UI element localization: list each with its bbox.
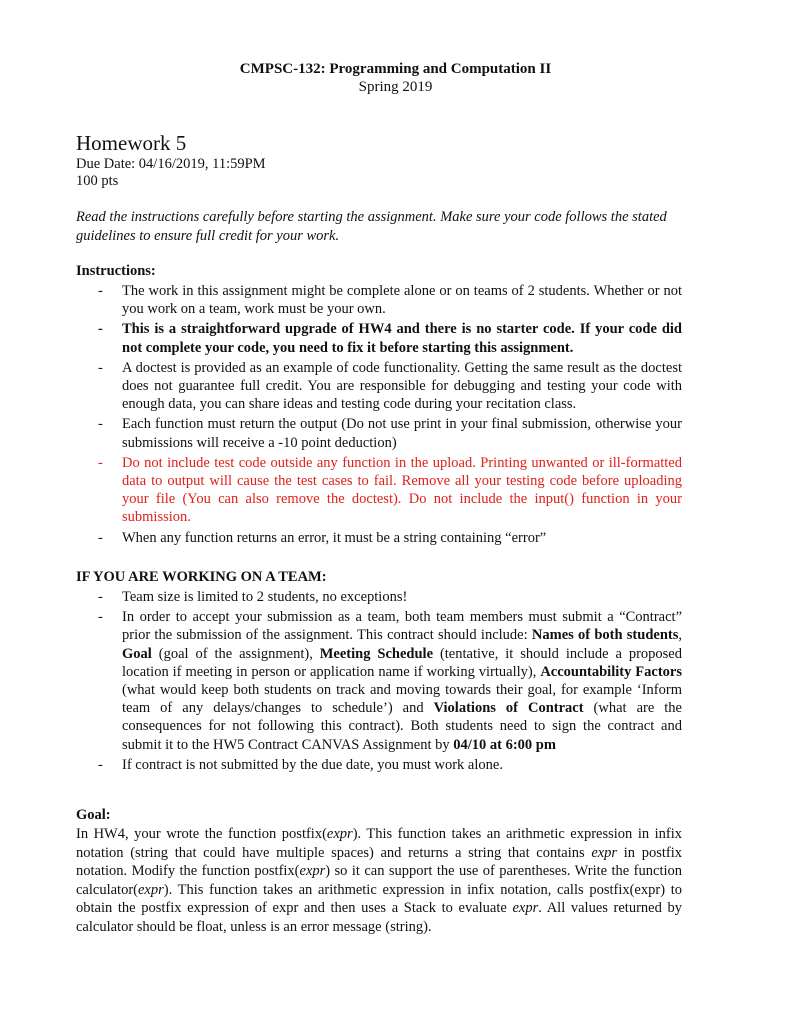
list-item xyxy=(76,320,682,356)
list-item xyxy=(76,454,682,527)
bullet-dash: - xyxy=(98,454,103,471)
goal-heading: Goal: xyxy=(76,807,111,823)
instructions-list xyxy=(76,282,682,549)
bullet-dash: - xyxy=(98,609,103,626)
instruction-text: Each function must return the output (Do not use print in your final submission, otherwise your submissions will receive a -10 point deduction) xyxy=(122,416,682,451)
contract-part: (what would keep both students on track and moving towards their goal, for example ‘Inform team of any delays/changes to schedule’) and xyxy=(122,682,682,717)
contract-part: (what are the consequences for not following this contract). Both students need to sign the contract and submit it to the HW5 Contract CANVAS Assignment by xyxy=(122,700,682,753)
goal-italic: expr xyxy=(512,900,539,917)
course-title: CMPSC-132: Programming and Computation II xyxy=(239,61,552,77)
team-text: Team size is limited to 2 students, no exceptions! xyxy=(122,589,408,605)
instruction-text: When any function returns an error, it must be a string containing “error” xyxy=(122,529,547,546)
contract-part: In order to accept your submission as a team, both team members must submit a “Contract” prior the submission of the assignment. This contract should include: xyxy=(122,609,682,644)
bullet-dash: - xyxy=(98,321,103,338)
instructions-heading: Instructions: xyxy=(76,263,156,279)
contract-part: , xyxy=(678,627,682,644)
bullet-dash: - xyxy=(98,359,103,376)
list-item xyxy=(76,608,682,754)
bullet-dash: - xyxy=(98,416,103,433)
homework-title: Homework 5 xyxy=(76,131,187,155)
bullet-dash: - xyxy=(98,589,103,605)
goal-part: In HW4, your wrote the function postfix( xyxy=(76,826,327,842)
contract-bold: 04/10 at 6:00 pm xyxy=(453,736,556,753)
contract-text xyxy=(122,609,682,752)
contract-bold: Names of both students xyxy=(531,627,679,644)
contract-bold: Accountability Factors xyxy=(540,663,682,680)
bullet-dash: - xyxy=(98,283,103,299)
contract-part: (goal of the assignment), xyxy=(151,645,320,662)
goal-part: ) so it can support the use of parentheses. Write the function calculator( xyxy=(76,863,682,898)
goal-paragraph xyxy=(76,825,682,937)
goal-part: ). This function takes an arithmetic expression in infix notation, calls postfix(expr) to obtain the postfix expression of expr and then uses a Stack to evaluate xyxy=(76,881,682,917)
goal-part: ). This function takes an arithmetic expression in infix notation (string that could have multiple spaces) and returns a string that contains xyxy=(76,826,682,861)
team-text: If contract is not submitted by the due date, you must work alone. xyxy=(122,756,503,773)
list-item xyxy=(76,359,682,414)
course-term: Spring 2019 xyxy=(358,79,433,95)
goal-part: . All values returned by calculator should be float, unless is an error message (string). xyxy=(76,900,682,935)
goal-italic: expr xyxy=(299,863,326,880)
goal-part: in postfix notation. Modify the function postfix( xyxy=(76,844,682,880)
goal-italic: expr xyxy=(138,881,164,898)
instruction-text: A doctest is provided as an example of code functionality. Getting the same result as the doctest does not guarantee full credit. You are responsible for debugging and testing your code with enough data, you can share ideas and testing code during your recitation class. xyxy=(122,359,682,413)
list-item xyxy=(76,415,682,451)
intro-note: Read the instructions carefully before starting the assignment. Make sure your code follows the stated guidelines to ensure full credit for your work. xyxy=(76,209,667,244)
due-date: Due Date: 04/16/2019, 11:59PM xyxy=(76,156,266,172)
instruction-text: This is a straightforward upgrade of HW4 and there is no starter code. If your code did not complete your code, you need to fix it before starting this assignment. xyxy=(122,321,682,356)
list-item xyxy=(76,756,682,774)
team-list xyxy=(76,588,682,776)
bullet-dash: - xyxy=(98,529,103,546)
points: 100 pts xyxy=(76,173,119,189)
contract-bold: Goal xyxy=(122,645,152,662)
instruction-text: The work in this assignment might be complete alone or on teams of 2 students. Whether or not you work on a team, work must be your own. xyxy=(122,283,682,318)
instruction-text: Do not include test code outside any function in the upload. Printing unwanted or ill-formatted data to output will cause the test cases to fail. Remove all your testing code before uploading your file (You can also remove the doctest). Do not include the input() function in your submission. xyxy=(122,454,682,526)
goal-italic: expr xyxy=(326,826,353,842)
goal-italic: expr xyxy=(591,844,618,861)
contract-bold: Meeting Schedule xyxy=(319,645,434,662)
team-heading: IF YOU ARE WORKING ON A TEAM: xyxy=(76,569,327,585)
bullet-dash: - xyxy=(98,756,103,773)
list-item xyxy=(76,529,682,547)
contract-bold: Violations of Contract xyxy=(433,700,584,717)
list-item xyxy=(76,282,682,318)
contract-part: (tentative, it should include a proposed location if meeting in person or application name if working virtually), xyxy=(122,645,682,680)
list-item xyxy=(76,588,682,606)
